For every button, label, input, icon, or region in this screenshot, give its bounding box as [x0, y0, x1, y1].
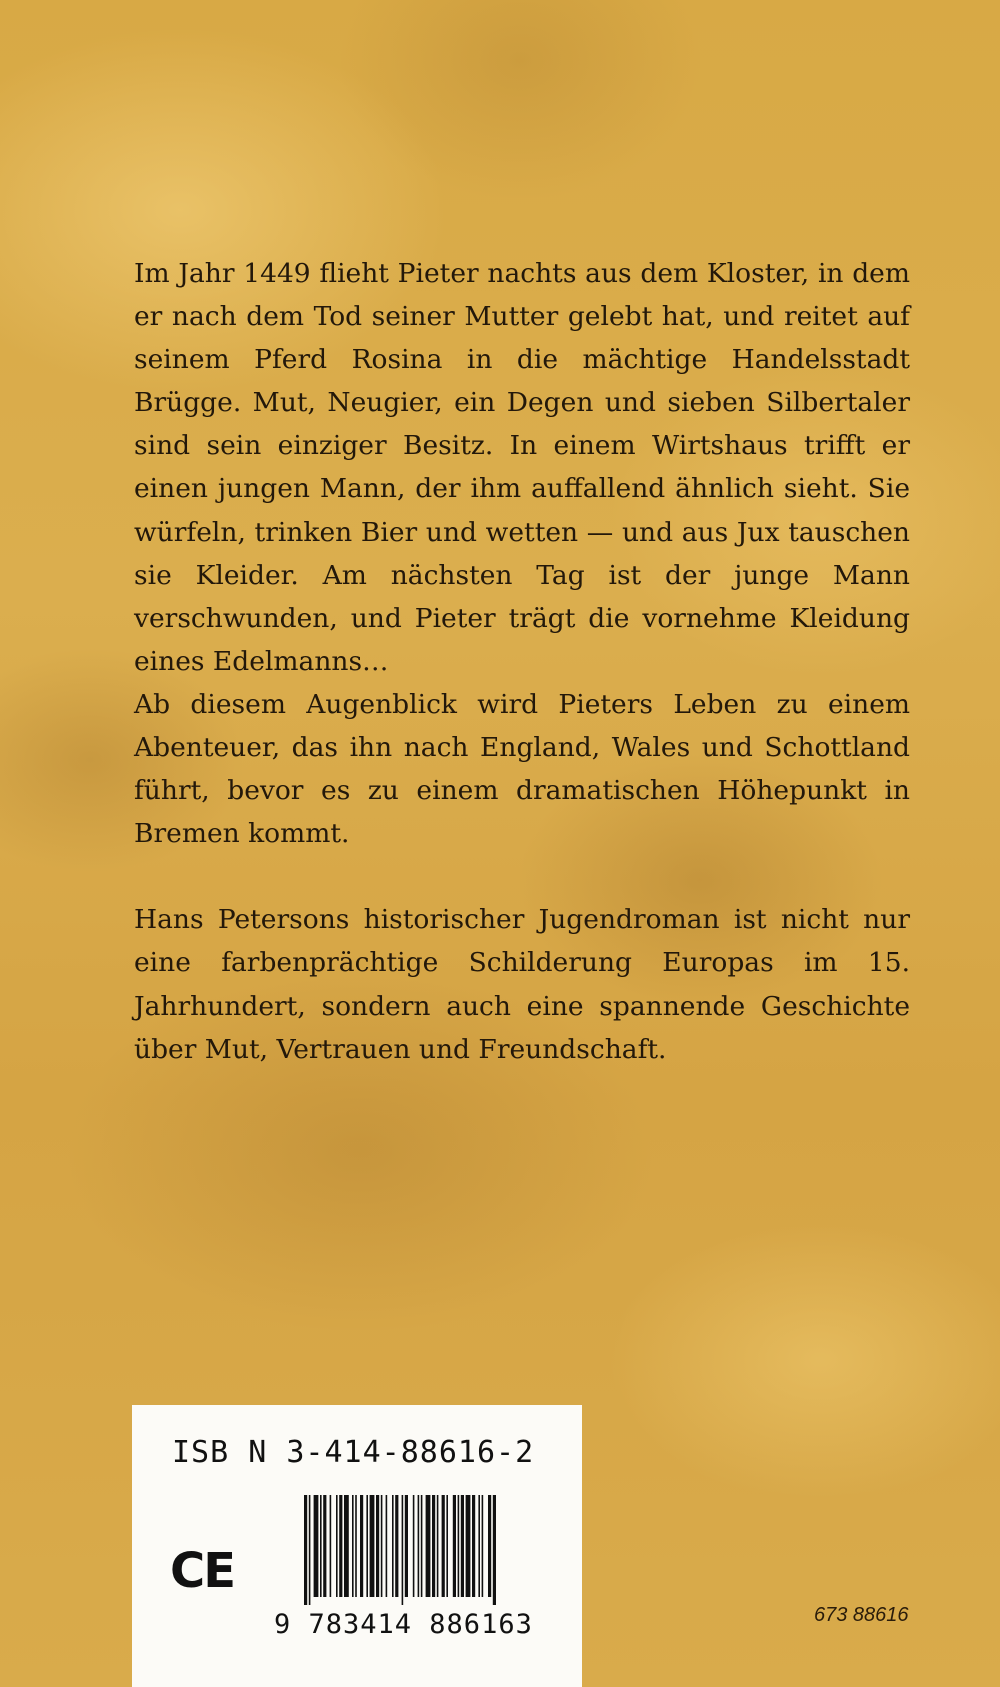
barcode-bar [336, 1495, 338, 1597]
barcode-bar [320, 1495, 322, 1597]
barcode-bar [488, 1495, 491, 1597]
barcode-bar [395, 1495, 398, 1597]
barcode-bar [426, 1495, 431, 1597]
barcode-bar [360, 1495, 363, 1597]
barcode-bar [461, 1495, 464, 1597]
barcode-bar [432, 1495, 435, 1597]
blurb-text [134, 252, 910, 1071]
barcode-label [132, 1405, 582, 1687]
barcode-bar [376, 1495, 379, 1597]
barcode-bar [386, 1495, 388, 1597]
barcode-bar [482, 1495, 484, 1597]
isbn-number: ISB N 3-414-88616-2 [172, 1435, 535, 1470]
ce-mark-icon: CE [170, 1543, 235, 1599]
barcode-bar [437, 1495, 439, 1597]
barcode-bar [413, 1495, 415, 1597]
barcode-bar [344, 1495, 349, 1597]
barcode-bar [405, 1495, 408, 1597]
barcode-bar [472, 1495, 475, 1597]
barcode-bar [446, 1495, 448, 1597]
barcode-bar [453, 1495, 456, 1597]
barcode-bar [392, 1495, 394, 1597]
barcode-bar [330, 1495, 332, 1597]
barcode-bar [352, 1495, 354, 1597]
barcode-bar [370, 1495, 375, 1597]
barcode-bar [304, 1495, 307, 1605]
barcode-bar [402, 1495, 404, 1605]
barcode-bar [466, 1495, 471, 1597]
barcode-bar [478, 1495, 480, 1597]
order-number: 673 88616 [814, 1604, 909, 1626]
blurb-paragraph-1: Im Jahr 1449 flieht Pieter nachts aus dem Kloster, in dem er nach dem Tod seiner Mutter gelebt hat, und reitet auf seinem Pferd Rosina in die mächtige Handelsstadt Brügge. Mut, Neugier, ein Degen und sieben Silbertaler sind sein einziger Besitz. In einem Wirtshaus trifft er einen jungen Mann, der ihm auffallend ähnlich sieht. Sie würfeln, trinken Bier und wetten — und aus Jux tauschen sie Kleider. Am nächsten Tag ist der junge Mann verschwunden, und Pieter trägt die vornehme Kleidung eines Edelmanns… [134, 258, 910, 677]
barcode-bar [442, 1495, 445, 1597]
blurb-paragraph-3: Hans Petersons historischer Jugendroman ist nicht nur eine farbenprächtige Schilderung Europas im 15. Jahrhundert, sondern auch eine spannende Geschichte über Mut, Vertrauen und Freundschaft. [134, 904, 910, 1065]
barcode-icon [302, 1495, 554, 1605]
barcode-bar [458, 1495, 460, 1597]
barcode-bar [418, 1495, 420, 1597]
barcode-bar [339, 1495, 342, 1597]
barcode-bar [314, 1495, 319, 1597]
barcode-bar [421, 1495, 423, 1597]
barcode-bar [309, 1495, 311, 1605]
ean-digits: 9 783414 886163 [274, 1609, 533, 1640]
barcode-bar [493, 1495, 496, 1605]
barcode-bar [366, 1495, 368, 1597]
barcode-bar [355, 1495, 357, 1597]
barcode-bar [323, 1495, 326, 1597]
blurb-paragraph-2: Ab diesem Augenblick wird Pieters Leben zu einem Abenteuer, das ihn nach England, Wales und Schottland führt, bevor es zu einem dramatischen Höhepunkt in Bremen kommt. [134, 688, 910, 850]
barcode-bar [381, 1495, 383, 1597]
